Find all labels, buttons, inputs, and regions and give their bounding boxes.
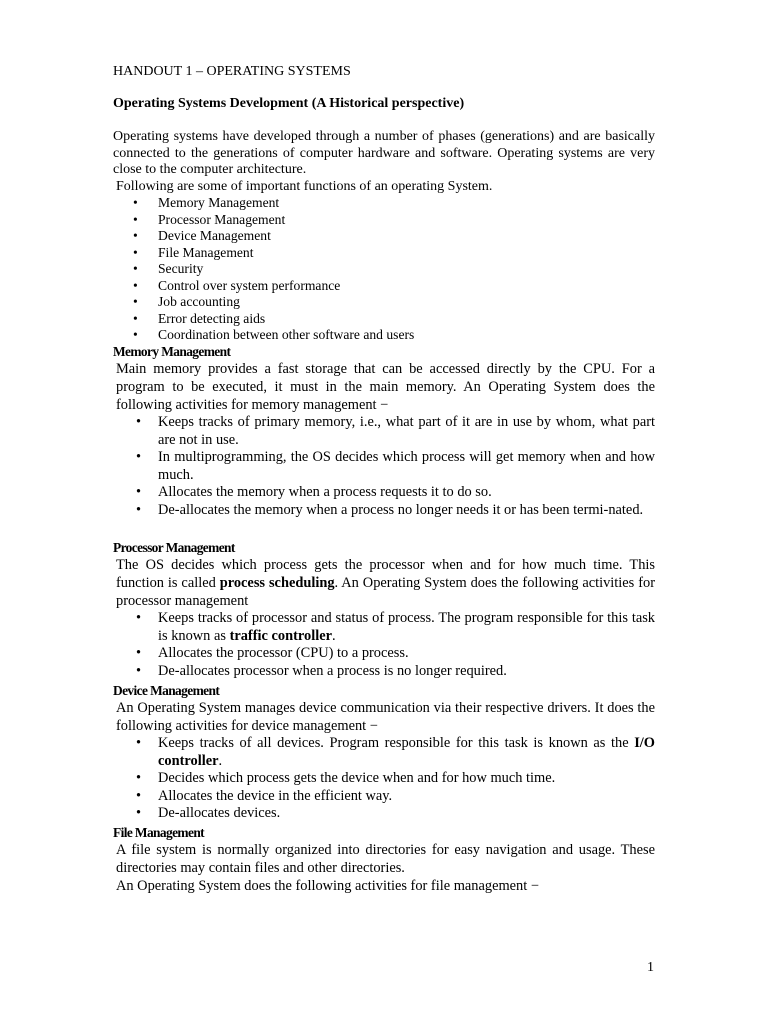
- list-item: [158, 735, 655, 770]
- memory-section: [113, 343, 655, 520]
- text-run: Keeps tracks of processor and status of process. The program responsible for this task is known as: [158, 610, 655, 644]
- list-item: • Decides which process gets the device when and for how much time.: [158, 770, 655, 788]
- text-run: The OS decides which process gets the processor when and for how much time. This function is called: [116, 557, 655, 591]
- list-item: • Control over system performance: [158, 278, 638, 295]
- memory-list: [158, 414, 655, 520]
- list-item: • Allocates the processor (CPU) to a process.: [158, 645, 655, 663]
- list-item: • De-allocates the memory when a process no longer needs it or has been termi-nated.: [158, 502, 655, 520]
- processor-section: [113, 539, 655, 680]
- memory-heading: Memory Management: [113, 344, 231, 359]
- list-item: • In multiprogramming, the OS decides which process will get memory when and how much.: [158, 449, 655, 484]
- file-heading: File Management: [113, 825, 205, 840]
- list-item: • Processor Management: [158, 212, 638, 229]
- document-heading: Operating Systems Development (A Historical perspective): [113, 96, 465, 111]
- text-run: .: [218, 752, 223, 769]
- list-item: • De-allocates devices.: [158, 805, 655, 823]
- list-item: • Coordination between other software and users: [158, 327, 638, 344]
- list-item: • Allocates the device in the efficient way.: [158, 788, 655, 806]
- device-heading: Device Management: [113, 683, 220, 698]
- list-item: • Keeps tracks of primary memory, i.e., what part of it are in use by whom, what part are not in use.: [158, 414, 655, 449]
- functions-list: [158, 195, 638, 344]
- list-item: • File Management: [158, 245, 638, 262]
- handout-title: HANDOUT 1 – OPERATING SYSTEMS: [113, 64, 351, 79]
- text-run: Keeps tracks of all devices. Program responsible for this task is known as the: [158, 735, 635, 751]
- list-item: • De-allocates processor when a process is no longer required.: [158, 663, 655, 681]
- list-item: • Allocates the memory when a process requests it to do so.: [158, 484, 655, 502]
- bold-term: traffic controller: [229, 627, 332, 644]
- file-section: [113, 824, 655, 895]
- file-paragraph: A file system is normally organized into directories for easy navigation and usage. These directories may contain files and other directories.: [116, 842, 655, 876]
- file-activities-intro: An Operating System does the following activities for file management −: [116, 878, 539, 894]
- list-item: • Device Management: [158, 228, 638, 245]
- functions-intro: Following are some of important functions of an operating System.: [116, 178, 493, 194]
- memory-paragraph: Main memory provides a fast storage that can be accessed directly by the CPU. For a program to be executed, it must in the main memory. An Operating System does the following activities for memory management −: [116, 361, 655, 413]
- processor-list: [158, 610, 655, 680]
- device-section: [113, 682, 655, 823]
- text-run: .: [331, 627, 336, 644]
- intro-paragraph: Operating systems have developed through a number of phases (generations) and are basically connected to the generations of computer hardware and software. Operating systems are very close to the computer architecture.: [113, 129, 655, 177]
- device-paragraph: An Operating System manages device communication via their respective drivers. It does the following activities for device management −: [116, 700, 655, 734]
- page-number: 1: [647, 960, 654, 975]
- device-list: [158, 735, 655, 823]
- list-item: • Memory Management: [158, 195, 638, 212]
- list-item: • Job accounting: [158, 294, 638, 311]
- list-item: • Error detecting aids: [158, 311, 638, 328]
- processor-paragraph: [113, 556, 655, 610]
- intro-section: [113, 129, 655, 195]
- processor-heading: Processor Management: [113, 540, 235, 555]
- bold-term: I/O controller: [158, 735, 655, 769]
- bold-term: process scheduling: [219, 575, 335, 591]
- list-item: • Security: [158, 261, 638, 278]
- text-run: . An Operating System does the following activities for processor management: [116, 575, 655, 609]
- list-item: [158, 610, 655, 645]
